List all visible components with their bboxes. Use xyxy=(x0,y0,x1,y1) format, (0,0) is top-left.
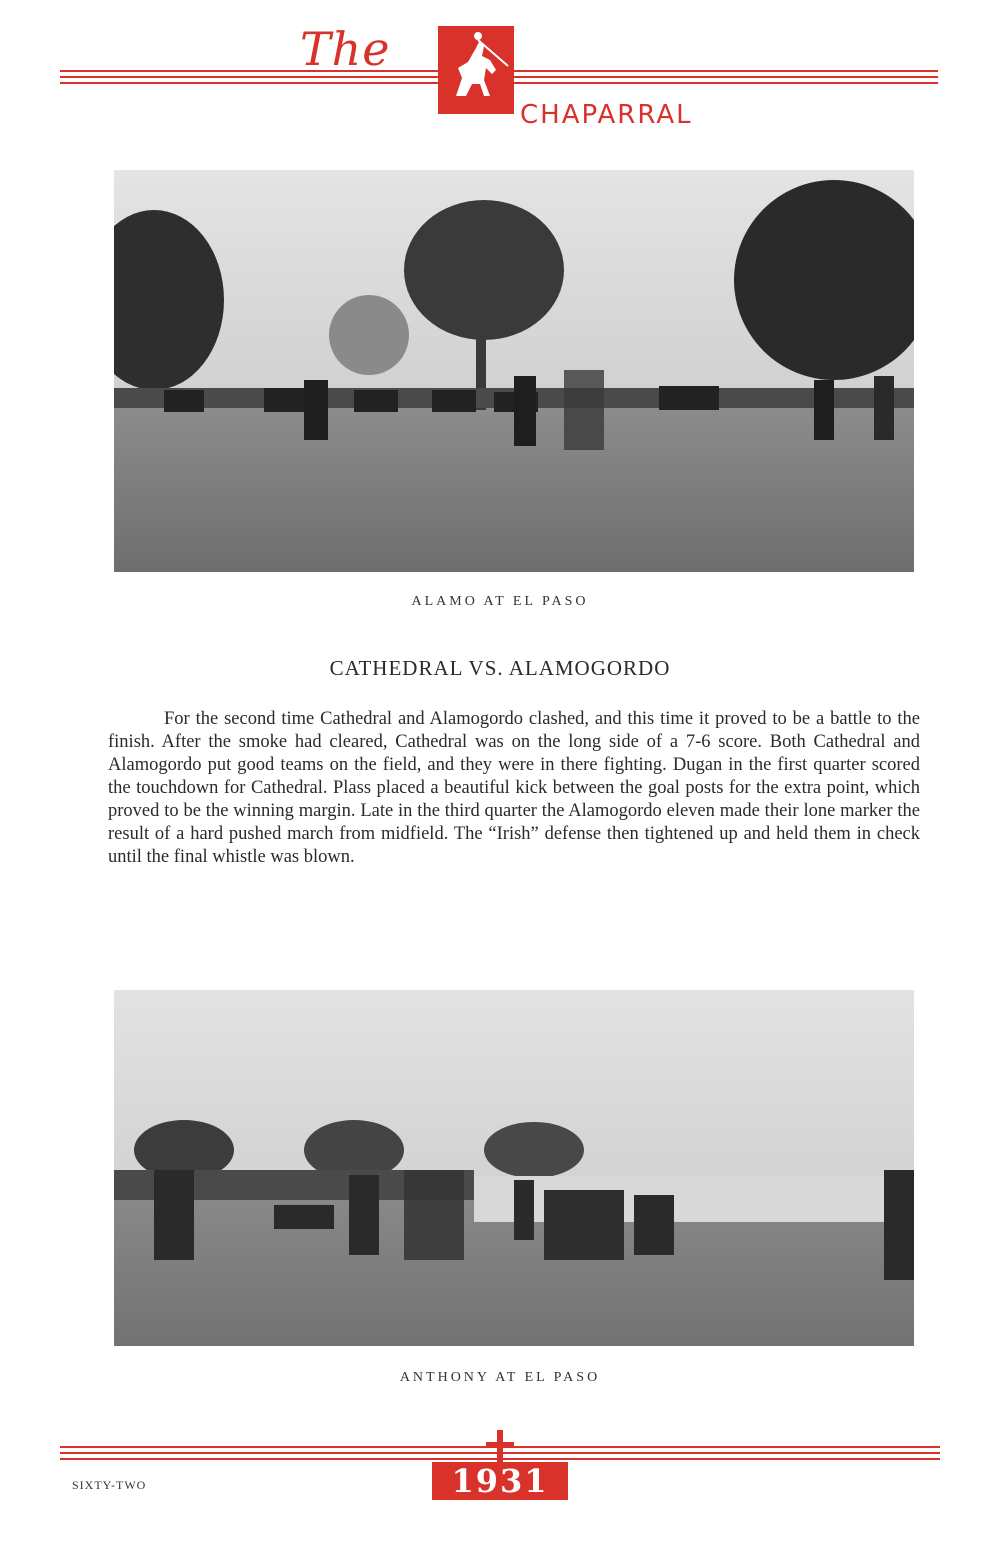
header-rule-right-2 xyxy=(514,76,938,78)
football-field-photo-1 xyxy=(114,170,914,572)
knight-logo xyxy=(438,26,514,114)
header-rule-left-2 xyxy=(60,76,440,78)
header-rule-left-3 xyxy=(60,82,440,84)
year-banner: 1931 xyxy=(432,1462,568,1500)
publication-title: CHAPARRAL xyxy=(520,100,693,130)
football-field-photo-2 xyxy=(114,990,914,1346)
article-body xyxy=(108,708,920,869)
photo-anthony-at-el-paso xyxy=(114,990,914,1346)
knight-horse-icon xyxy=(438,26,514,114)
photo-alamo-at-el-paso xyxy=(114,170,914,572)
photo-2-caption: ANTHONY AT EL PASO xyxy=(399,1370,601,1385)
header-rule-right-3 xyxy=(514,82,938,84)
header-script-title: The xyxy=(300,22,391,76)
header-rule-right xyxy=(514,70,938,72)
photo-1-caption: ALAMO AT EL PASO xyxy=(411,594,589,609)
article-title: CATHEDRAL VS. ALAMOGORDO xyxy=(329,656,671,680)
page-number: SIXTY-TWO xyxy=(72,1478,147,1492)
article-paragraph: For the second time Cathedral and Alamogordo clashed, and this time it proved to be a battle to the finish. After the smoke had cleared, Cathedral was on the long side of a 7-6 score. Both Cathedral and Alamogordo put good teams on the field, and they were in there fighting. Dugan in the first quarter scored the touchdown for Cathedral. Plass placed a beautiful kick between the goal posts for the extra point, which proved to be the winning margin. Late in the third quarter the Alamogordo eleven made their lone marker the result of a hard pushed march from midfield. The “Irish” defense then tightened up and held them in check until the final whistle was blown. xyxy=(108,709,920,867)
